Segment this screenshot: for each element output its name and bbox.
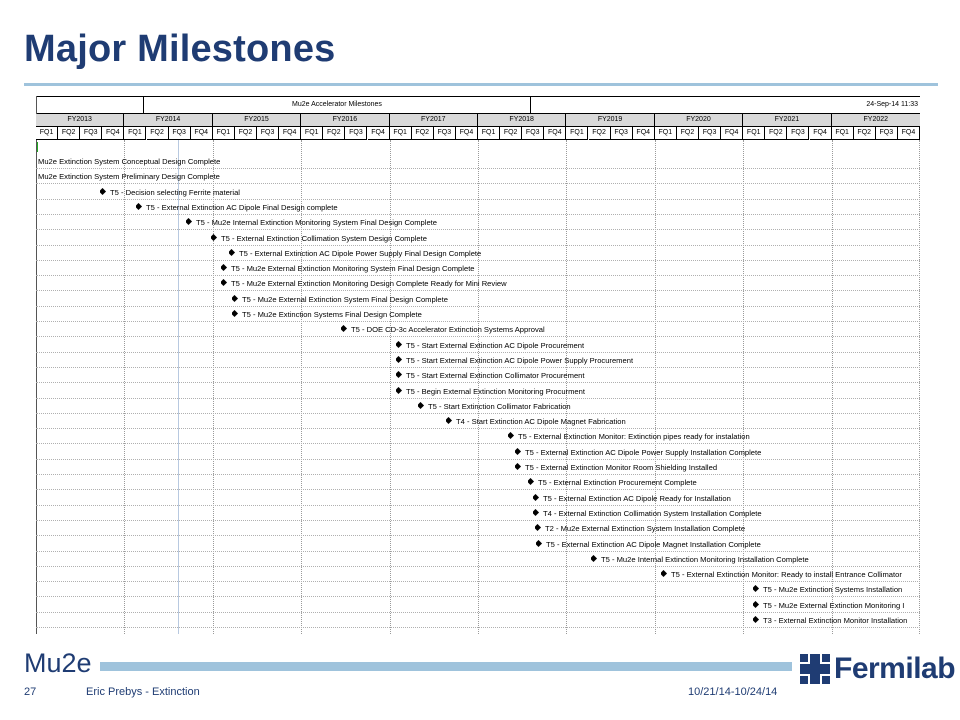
title-underline (24, 83, 938, 86)
milestone-label: T2 - Mu2e External Extinction System Installation Complete (545, 524, 746, 534)
quarter-header: FQ3 (876, 127, 898, 140)
quarter-header: FQ4 (102, 127, 124, 140)
milestone-label: Mu2e Extinction System Conceptual Design Complete (38, 157, 221, 166)
milestone-row (535, 524, 745, 534)
quarter-header: FQ1 (743, 127, 765, 140)
fiscal-year-header: FY2014 (124, 114, 212, 127)
quarter-header: FQ3 (699, 127, 721, 140)
milestone-row (221, 264, 475, 274)
milestone-diamond-icon (100, 188, 106, 195)
gantt-title: Mu2e Accelerator Milestones (144, 97, 531, 114)
milestone-label: T5 - Start External Extinction Collimator Procurement (406, 371, 585, 381)
milestone-row (515, 448, 761, 458)
row-divider (36, 627, 920, 628)
milestone-label: T5 - External Extinction Collimation System Design Complete (221, 233, 427, 243)
row-divider (36, 505, 920, 506)
milestone-label: T3 - External Extinction Monitor Installation (763, 616, 908, 625)
milestone-row (38, 172, 220, 182)
milestone-label: T5 - Mu2e Internal Extinction Monitoring System Final Design Complete (196, 218, 437, 228)
footer-bar (100, 662, 792, 671)
row-divider (36, 398, 920, 399)
milestone-diamond-icon (396, 341, 402, 348)
milestone-label: T5 - Begin External Extinction Monitoring Procurment (406, 386, 585, 396)
page-number: 27 (24, 686, 37, 698)
quarter-header: FQ4 (191, 127, 213, 140)
milestone-label: T5 - Mu2e Extinction Systems Installation (763, 585, 903, 595)
fiscal-year-header: FY2013 (36, 114, 124, 127)
milestone-label: T5 - Mu2e External Extinction Monitoring I (763, 600, 905, 610)
milestone-diamond-icon (446, 417, 452, 424)
quarter-header: FQ4 (456, 127, 478, 140)
quarter-header: FQ3 (80, 127, 102, 140)
row-divider (36, 535, 920, 536)
row-divider (36, 260, 920, 261)
quarter-header: FQ2 (765, 127, 787, 140)
milestone-row (528, 478, 697, 488)
milestone-row (100, 188, 240, 198)
quarter-header: FQ3 (257, 127, 279, 140)
milestone-label: T5 - Mu2e Internal Extinction Monitoring Installation Complete (601, 554, 809, 564)
milestone-diamond-icon (536, 540, 542, 547)
milestone-row (533, 509, 762, 519)
row-divider (36, 596, 920, 597)
quarter-header: FQ2 (147, 127, 169, 140)
milestone-label: T5 - Mu2e External Extinction Monitoring Design Complete Ready for Mini Review (231, 279, 507, 289)
milestone-diamond-icon (753, 616, 759, 623)
current-marker (37, 142, 38, 152)
gantt-left-border (36, 96, 37, 634)
quarter-header: FQ2 (323, 127, 345, 140)
row-divider (36, 245, 920, 246)
quarter-header: FQ2 (235, 127, 257, 140)
milestone-row (136, 203, 338, 213)
milestone-diamond-icon (753, 601, 759, 608)
quarter-header: FQ1 (36, 127, 58, 140)
gantt-date: 24-Sep-14 11:33 (531, 97, 920, 114)
milestone-row (232, 310, 422, 320)
row-divider (36, 367, 920, 368)
milestone-label: T5 - Mu2e External Extinction Monitoring System Final Design Complete (231, 264, 475, 274)
quarter-header: FQ4 (279, 127, 301, 140)
slide-title: Major Milestones (24, 28, 336, 70)
milestone-diamond-icon (661, 570, 667, 577)
quarter-header: FQ2 (58, 127, 80, 140)
quarter-header: FQ3 (787, 127, 809, 140)
quarter-header: FQ3 (345, 127, 367, 140)
quarter-header: FQ4 (898, 127, 920, 140)
row-divider (36, 183, 920, 184)
row-divider (36, 551, 920, 552)
quarter-header: FQ4 (721, 127, 743, 140)
milestone-diamond-icon (528, 478, 534, 485)
milestone-label: T5 - External Extinction AC Dipole Power Supply Final Design Complete (239, 248, 482, 258)
fiscal-year-header: FY2016 (301, 114, 389, 127)
milestone-label: T4 - External Extinction Collimation System Installation Complete (543, 508, 762, 518)
date-range: 10/21/14-10/24/14 (688, 686, 778, 698)
milestone-row (536, 540, 761, 550)
fermilab-wordmark: Fermilab (834, 652, 956, 685)
fiscal-year-header: FY2015 (213, 114, 301, 127)
milestone-row (661, 570, 902, 580)
quarter-header: FQ1 (832, 127, 854, 140)
milestone-label: T5 - External Extinction Monitor: Ready to install Entrance Collimator (671, 570, 902, 580)
quarter-header: FQ3 (522, 127, 544, 140)
milestone-diamond-icon (221, 279, 227, 286)
row-divider (36, 229, 920, 230)
milestone-diamond-icon (341, 325, 347, 332)
quarter-header: FQ3 (434, 127, 456, 140)
row-divider (36, 489, 920, 490)
quarter-header: FQ1 (566, 127, 588, 140)
gantt-header-blank (36, 97, 144, 114)
row-divider (36, 581, 920, 582)
fiscal-year-header: FY2020 (655, 114, 743, 127)
milestone-row (753, 616, 907, 626)
milestone-row (396, 341, 584, 351)
milestone-diamond-icon (508, 432, 514, 439)
quarter-header: FQ3 (169, 127, 191, 140)
quarter-header: FQ1 (213, 127, 235, 140)
milestone-diamond-icon (753, 585, 759, 592)
quarter-header: FQ4 (810, 127, 832, 140)
row-divider (36, 168, 920, 169)
milestone-label: T5 - External Extinction Procurement Complete (538, 478, 697, 488)
milestone-diamond-icon (396, 387, 402, 394)
milestone-row (396, 371, 585, 381)
row-divider (36, 520, 920, 521)
mu2e-brand: Mu2e (24, 648, 92, 678)
quarter-header: FQ1 (478, 127, 500, 140)
row-divider (36, 321, 920, 322)
quarter-header: FQ1 (655, 127, 677, 140)
milestone-label: T5 - Mu2e External Extinction System Final Design Complete (242, 294, 448, 304)
quarter-header: FQ4 (368, 127, 390, 140)
milestone-label: T5 - External Extinction Monitor: Extinction pipes ready for instalation (518, 432, 750, 442)
milestone-label: T5 - Start Extinction Collimator Fabrication (428, 401, 571, 411)
milestone-diamond-icon (221, 264, 227, 271)
milestone-row (753, 601, 904, 611)
milestone-row (591, 555, 809, 565)
milestone-diamond-icon (232, 295, 238, 302)
row-divider (36, 352, 920, 353)
row-divider (36, 612, 920, 613)
milestone-diamond-icon (535, 524, 541, 531)
quarter-header: FQ4 (544, 127, 566, 140)
milestone-row (418, 402, 571, 412)
milestone-row (341, 325, 545, 335)
milestone-diamond-icon (211, 234, 217, 241)
milestone-diamond-icon (232, 310, 238, 317)
milestone-label: T5 - External Extinction AC Dipole Power Supply Installation Complete (525, 447, 762, 457)
milestone-label: T5 - External Extinction Monitor Room Shielding Installed (525, 463, 718, 472)
milestone-row (232, 295, 448, 305)
row-divider (36, 443, 920, 444)
row-divider (36, 290, 920, 291)
milestone-row (753, 585, 902, 595)
milestone-label: T5 - External Extinction AC Dipole Ready for Installation (543, 493, 731, 503)
quarter-header: FQ3 (611, 127, 633, 140)
fermilab-emblem-icon (800, 654, 830, 684)
milestone-label: T4 - Start Extinction AC Dipole Magnet Fabrication (456, 417, 626, 427)
milestone-row (396, 356, 633, 366)
milestone-diamond-icon (515, 463, 521, 470)
quarter-header: FQ2 (589, 127, 611, 140)
milestone-label: T5 - External Extinction AC Dipole Final Design complete (146, 202, 338, 212)
fiscal-year-header: FY2022 (832, 114, 920, 127)
milestone-label: T5 - DOE CD-3c Accelerator Extinction Systems Approval (351, 325, 545, 335)
milestone-row (533, 494, 731, 504)
milestone-row (38, 157, 220, 167)
row-divider (36, 566, 920, 567)
quarter-header: FQ2 (500, 127, 522, 140)
quarter-header: FQ4 (633, 127, 655, 140)
quarter-header: FQ1 (301, 127, 323, 140)
milestone-diamond-icon (396, 371, 402, 378)
row-divider (36, 459, 920, 460)
milestone-diamond-icon (396, 356, 402, 363)
row-divider (36, 428, 920, 429)
milestone-diamond-icon (533, 509, 539, 516)
milestone-gantt-chart (36, 96, 920, 634)
milestone-row (211, 234, 427, 244)
milestone-diamond-icon (186, 218, 192, 225)
fiscal-year-header: FY2019 (566, 114, 654, 127)
milestone-diamond-icon (533, 494, 539, 501)
author-line: Eric Prebys - Extinction (86, 686, 200, 698)
row-divider (36, 306, 920, 307)
milestone-diamond-icon (136, 203, 142, 210)
milestone-diamond-icon (515, 448, 521, 455)
quarter-header: FQ1 (390, 127, 412, 140)
row-divider (36, 336, 920, 337)
milestone-label: T5 - Start External Extinction AC Dipole Procurement (406, 340, 585, 350)
milestone-row (396, 387, 585, 397)
milestone-diamond-icon (418, 402, 424, 409)
fiscal-year-header: FY2021 (743, 114, 831, 127)
quarter-header: FQ2 (412, 127, 434, 140)
quarter-header: FQ2 (854, 127, 876, 140)
milestone-row (515, 463, 717, 473)
row-divider (36, 382, 920, 383)
milestone-label: T5 - Mu2e Extinction Systems Final Design Complete (242, 310, 422, 319)
quarter-header: FQ2 (677, 127, 699, 140)
milestone-diamond-icon (229, 249, 235, 256)
milestone-label: Mu2e Extinction System Preliminary Design Complete (38, 172, 220, 182)
milestone-diamond-icon (591, 555, 597, 562)
milestone-row (186, 218, 437, 228)
row-divider (36, 214, 920, 215)
milestone-label: T5 - External Extinction AC Dipole Magnet Installation Complete (546, 539, 761, 549)
milestone-row (508, 432, 750, 442)
fiscal-year-header: FY2017 (390, 114, 478, 127)
row-divider (36, 275, 920, 276)
row-divider (36, 199, 920, 200)
milestone-row (446, 417, 626, 427)
milestone-label: T5 - Start External Extinction AC Dipole Power Supply Procurement (406, 355, 634, 365)
quarter-header: FQ1 (124, 127, 146, 140)
milestone-row (229, 249, 481, 259)
fiscal-year-header: FY2018 (478, 114, 566, 127)
milestone-row (221, 279, 507, 289)
milestone-label: T5 - Decision selecting Ferrite material (110, 187, 240, 197)
fermilab-logo (800, 652, 955, 686)
row-divider (36, 474, 920, 475)
row-divider (36, 413, 920, 414)
